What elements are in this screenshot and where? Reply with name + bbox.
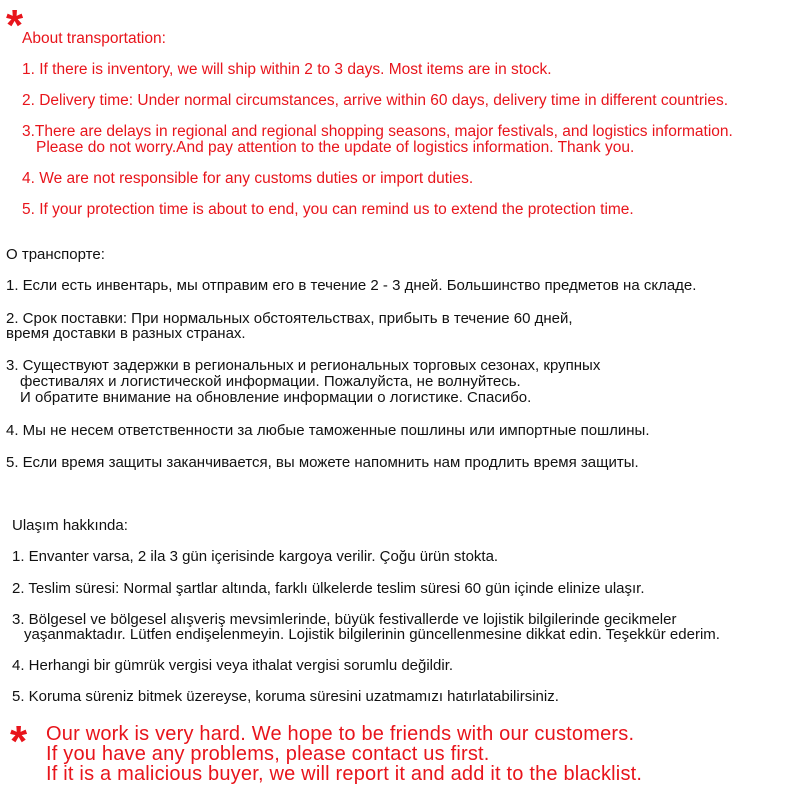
english-item-2: 2. Delivery time: Under normal circumstances, arrive within 60 days, delivery time in different countries. [22,92,729,109]
english-item-3-cont: Please do not worry.And pay attention to the update of logistics information. Thank you. [36,139,635,156]
russian-item-5: 5. Если время защиты заканчивается, вы можете напомнить нам продлить время защиты. [6,454,639,471]
turkish-item-3-cont: yaşanmaktadır. Lütfen endişelenmeyin. Lojistik bilgilerinin güncellenmesine dikkat edin. Teşekkür ederim. [24,626,720,643]
russian-item-3: 3. Существуют задержки в региональных и региональных торговых сезонах, крупных [6,357,601,374]
footer-line-2: If you have any problems, please contact us first. [46,743,490,765]
russian-item-2: 2. Срок поставки: При нормальных обстоятельствах, прибыть в течение 60 дней, [6,310,573,327]
turkish-item-4: 4. Herhangi bir gümrük vergisi veya ithalat vergisi sorumlu değildir. [12,657,454,674]
turkish-heading: Ulaşım hakkında: [12,517,128,534]
english-item-1: 1. If there is inventory, we will ship within 2 to 3 days. Most items are in stock. [22,61,552,78]
russian-item-4: 4. Мы не несем ответственности за любые таможенные пошлины или импортные пошлины. [6,422,650,439]
footer-line-1: Our work is very hard. We hope to be friends with our customers. [46,723,635,745]
russian-item-3-cont-1: фестивалях и логистической информации. Пожалуйста, не волнуйтесь. [20,373,521,390]
asterisk-icon: * [6,1,24,50]
english-item-5: 5. If your protection time is about to end, you can remind us to extend the protection time. [22,201,634,218]
turkish-item-5: 5. Koruma süreniz bitmek üzereyse, koruma süresini uzatmamızı hatırlatabilirsiniz. [12,688,559,705]
turkish-item-1: 1. Envanter varsa, 2 ila 3 gün içerisinde kargoya verilir. Çoğu ürün stokta. [12,548,499,565]
english-heading: About transportation: [22,30,166,47]
turkish-item-2: 2. Teslim süresi: Normal şartlar altında, farklı ülkelerde teslim süresi 60 gün içinde elinize ulaşır. [12,580,645,597]
english-item-4: 4. We are not responsible for any customs duties or import duties. [22,170,474,187]
footer-line-3: If it is a malicious buyer, we will report it and add it to the blacklist. [46,763,643,785]
russian-item-2-cont: время доставки в разных странах. [6,325,246,342]
russian-heading: О транспорте: [6,246,105,263]
turkish-item-3: 3. Bölgesel ve bölgesel alışveriş mevsimlerinde, büyük festivallerde ve lojistik bilgilerinde gecikmeler [12,611,677,628]
russian-item-3-cont-2: И обратите внимание на обновление информации о логистике. Спасибо. [20,389,532,406]
footer-asterisk-icon: * [10,717,28,766]
english-item-3: 3.There are delays in regional and regional shopping seasons, major festivals, and logistics information. [22,123,733,140]
russian-item-1: 1. Если есть инвентарь, мы отправим его в течение 2 - 3 дней. Большинство предметов на складе. [6,277,697,294]
